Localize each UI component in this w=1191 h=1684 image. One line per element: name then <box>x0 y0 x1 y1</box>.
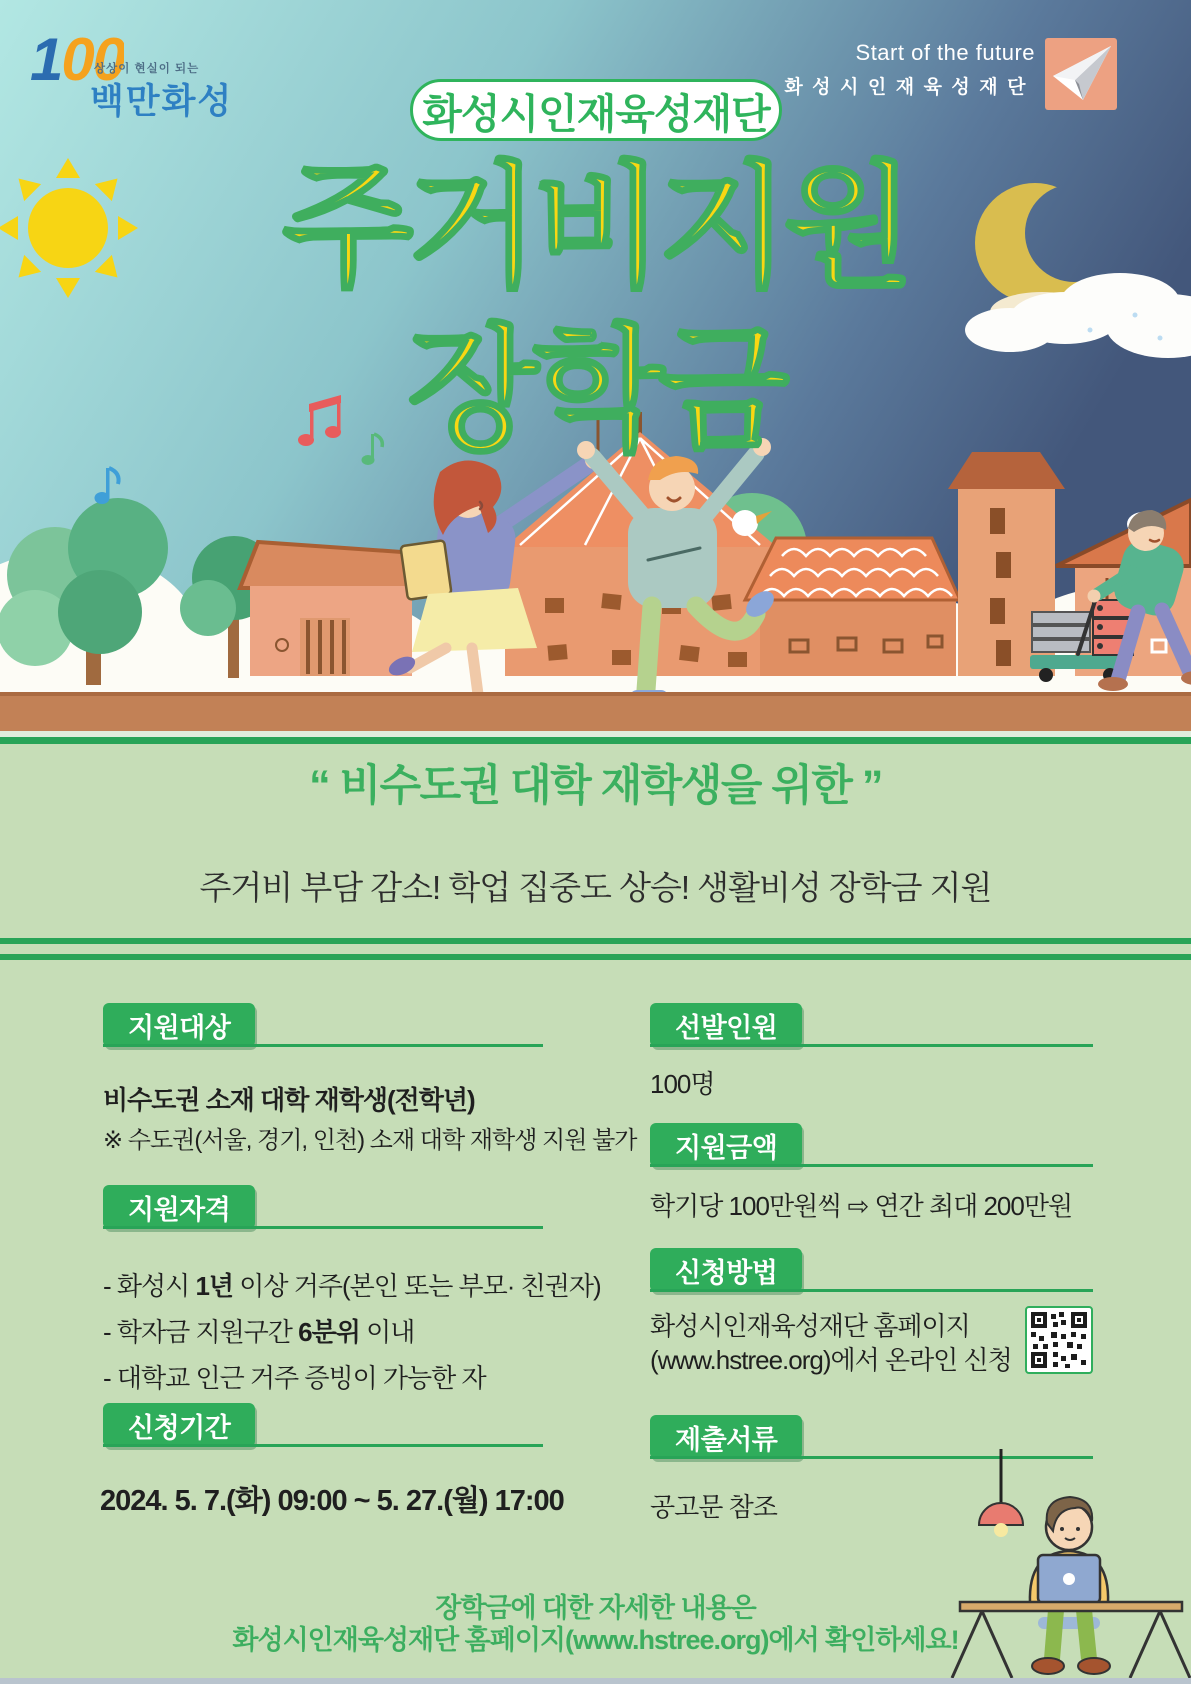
paper-plane-icon <box>1045 38 1117 110</box>
intro-subtitle: 주거비 부담 감소! 학업 집중도 상승! 생활비성 장학금 지원 <box>199 869 992 906</box>
intro-quote: “ 비수도권 대학 재학생을 위한 ” <box>309 762 882 810</box>
city-logo-tagline: 상상이 현실이 되는 <box>94 63 200 75</box>
divider-line <box>0 954 1191 960</box>
count-value: 100명 <box>650 1069 715 1099</box>
documents-value: 공고문 참조 <box>650 1492 777 1522</box>
poster-title-line1: 주거비지원 <box>282 151 909 303</box>
house <box>745 538 960 676</box>
bottom-strip <box>0 1678 1191 1684</box>
section-header-target: 지원대상 <box>103 1003 255 1047</box>
footer-line2: 화성시인재육성재단 홈페이지(www.hstree.org)에서 확인하세요! <box>232 1625 959 1656</box>
foundation-badge: 화성시인재육성재단 <box>410 79 782 141</box>
period-value: 2024. 5. 7.(화) 09:00 ~ 5. 27.(월) 17:00 <box>100 1485 564 1517</box>
section-rule <box>103 1226 543 1229</box>
target-main-text: 비수도권 소재 대학 재학생(전학년) <box>103 1085 475 1115</box>
footer-line1: 장학금에 대한 자세한 내용은 <box>435 1593 756 1623</box>
method-line2: (www.hstree.org)에서 온라인 신청 <box>650 1344 1012 1375</box>
method-line1: 화성시인재육성재단 홈페이지 <box>650 1311 970 1341</box>
target-note-text: ※ 수도권(서울, 경기, 인천) 소재 대학 재학생 지원 불가 <box>103 1127 637 1154</box>
section-header-documents: 제출서류 <box>650 1415 802 1459</box>
section-header-method: 신청방법 <box>650 1248 802 1292</box>
foundation-slogan: Start of the future <box>855 40 1035 65</box>
section-header-period: 신청기간 <box>103 1403 255 1447</box>
section-header-amount: 지원금액 <box>650 1123 802 1167</box>
poster-title <box>0 146 1191 472</box>
footer-notice <box>0 1592 1191 1657</box>
list-item: - 화성시 1년 이상 거주(본인 또는 부모· 친권자) <box>103 1271 601 1301</box>
qr-code <box>1025 1306 1093 1374</box>
method-text <box>650 1310 1012 1378</box>
city-logo-100: 100 <box>30 26 125 93</box>
section-rule <box>103 1044 543 1047</box>
section-header-eligibility: 지원자격 <box>103 1185 255 1229</box>
house <box>240 542 420 676</box>
city-logo-name: 백만화성 <box>90 82 234 121</box>
section-rule <box>650 1044 1093 1047</box>
divider-line <box>0 737 1191 744</box>
foundation-name: 화성시인재육성재단 <box>784 77 1035 98</box>
section-rule <box>103 1444 543 1447</box>
lamp-icon <box>979 1449 1023 1537</box>
section-rule <box>650 1164 1093 1167</box>
ground <box>0 692 1191 732</box>
section-rule <box>650 1289 1093 1292</box>
poster-title-line2: 장학금 <box>407 314 784 467</box>
eligibility-list <box>103 1266 601 1404</box>
list-item: - 대학교 인근 거주 증빙이 가능한 자 <box>103 1363 486 1393</box>
list-item: - 학자금 지원구간 6분위 이내 <box>103 1317 415 1347</box>
amount-value: 학기당 100만원씩 ⇨ 연간 최대 200만원 <box>650 1191 1073 1221</box>
foundation-header <box>784 40 1035 99</box>
section-header-count: 선발인원 <box>650 1003 802 1047</box>
divider-line <box>0 938 1191 944</box>
